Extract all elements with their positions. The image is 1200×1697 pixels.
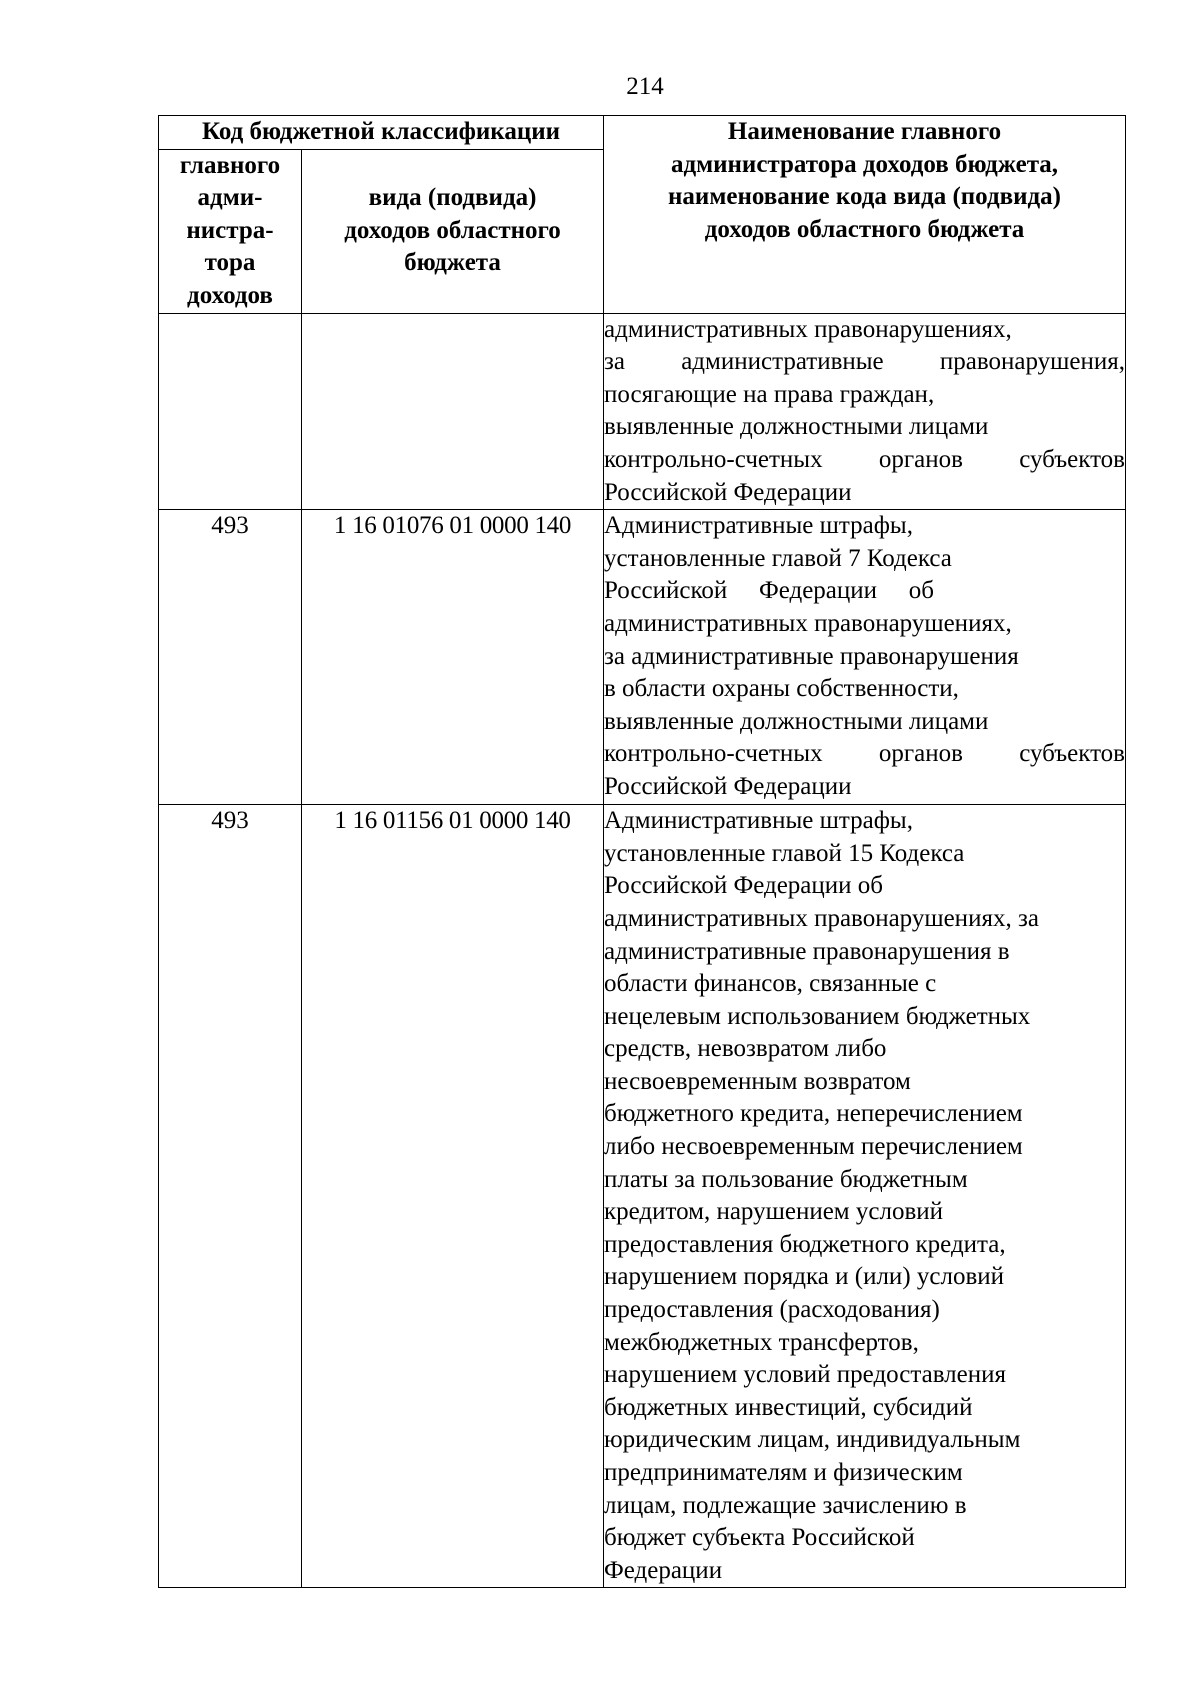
description-line: предпринимателям и физическим	[604, 1459, 963, 1486]
header-line: наименование кода вида (подвида)	[668, 183, 1061, 211]
description-line: нецелевым использованием бюджетных	[604, 1002, 1031, 1030]
income-code-cell	[302, 313, 604, 510]
description-line: административные правонарушения в	[604, 937, 1010, 965]
page-number: 214	[626, 73, 664, 100]
description-line: административных правонарушениях,	[604, 315, 1012, 343]
description-line: Федерации	[604, 1556, 723, 1584]
kind-column-header	[302, 149, 604, 313]
header-line: бюджета	[404, 249, 501, 277]
description-cell	[604, 510, 1126, 805]
description-line: Российской Федерации	[604, 478, 852, 506]
description-cell	[604, 313, 1126, 510]
header-line: Наименование главного	[727, 118, 1002, 145]
description-line: Российской Федерации	[604, 772, 852, 800]
description-line: лицам, подлежащие зачислению в	[604, 1491, 967, 1519]
header-line: нистра-	[186, 216, 274, 244]
budget-classification-table	[158, 115, 1126, 1588]
header-line: доходов областного	[344, 216, 561, 244]
description-line: за административные правонарушения	[604, 642, 1019, 670]
header-line: администратора доходов бюджета,	[670, 150, 1059, 178]
table-row	[159, 510, 1126, 805]
description-line: платы за пользование бюджетным	[604, 1165, 968, 1193]
description-line: выявленные должностными лицами	[604, 707, 989, 735]
header-line: адми-	[197, 184, 263, 212]
description-line: установленные главой 7 Кодекса	[604, 544, 952, 572]
name-column-header	[604, 116, 1126, 314]
description-line: в области охраны собственности,	[604, 675, 959, 703]
admin-code-cell	[159, 313, 302, 510]
admin-column-header	[159, 149, 302, 313]
admin-code-cell: 493	[159, 510, 302, 805]
description-line: нарушением порядка и (или) условий	[604, 1263, 1005, 1291]
description-line: Российской Федерации об	[604, 577, 934, 605]
description-line: либо несвоевременным перечислением	[604, 1133, 1023, 1161]
description-line: средств, невозвратом либо	[604, 1035, 887, 1063]
description-line: Административные штрафы,	[604, 807, 913, 835]
header-line: доходов	[187, 281, 273, 309]
description-line: области финансов, связанные с	[604, 970, 937, 998]
description-line: административных правонарушениях,	[604, 609, 1012, 637]
description-line: бюджетных инвестиций, субсидий	[604, 1393, 973, 1421]
income-code-cell: 1 16 01076 01 0000 140	[302, 510, 604, 805]
header-line: вида (подвида)	[368, 184, 537, 212]
table-row	[159, 805, 1126, 1588]
description-line: несвоевременным возвратом	[604, 1067, 911, 1095]
description-line: бюджет субъекта Российской	[604, 1524, 915, 1552]
description-line: выявленные должностными лицами	[604, 413, 989, 441]
description-line: нарушением условий предоставления	[604, 1361, 1007, 1389]
description-line: контрольно-счетных органов субъектов	[604, 740, 1125, 768]
description-line: за административные правонарушения,	[604, 348, 1125, 376]
description-line: кредитом, нарушением условий	[604, 1198, 944, 1226]
income-code-cell: 1 16 01156 01 0000 140	[302, 805, 604, 1588]
description-line: предоставления бюджетного кредита,	[604, 1230, 1006, 1258]
header-line: доходов областного бюджета	[704, 215, 1025, 243]
description-line: межбюджетных трансфертов,	[604, 1328, 919, 1356]
description-line: Российской Федерации об	[604, 872, 883, 900]
description-line: административных правонарушениях, за	[604, 904, 1039, 932]
description-line: предоставления (расходования)	[604, 1296, 940, 1324]
description-line: контрольно-счетных органов субъектов	[604, 445, 1125, 473]
header-line: тора	[204, 249, 256, 277]
table-row	[159, 313, 1126, 510]
description-line: бюджетного кредита, неперечислением	[604, 1100, 1023, 1128]
description-line: установленные главой 15 Кодекса	[604, 839, 965, 867]
header-line: главного	[179, 151, 281, 179]
admin-code-cell: 493	[159, 805, 302, 1588]
description-line: посягающие на права граждан,	[604, 380, 935, 408]
description-cell	[604, 805, 1126, 1588]
description-line: юридическим лицам, индивидуальным	[604, 1426, 1021, 1454]
budget-code-group-header: Код бюджетной классификации	[159, 116, 604, 150]
table-header-row	[159, 116, 1126, 150]
description-line: Административные штрафы,	[604, 512, 913, 540]
